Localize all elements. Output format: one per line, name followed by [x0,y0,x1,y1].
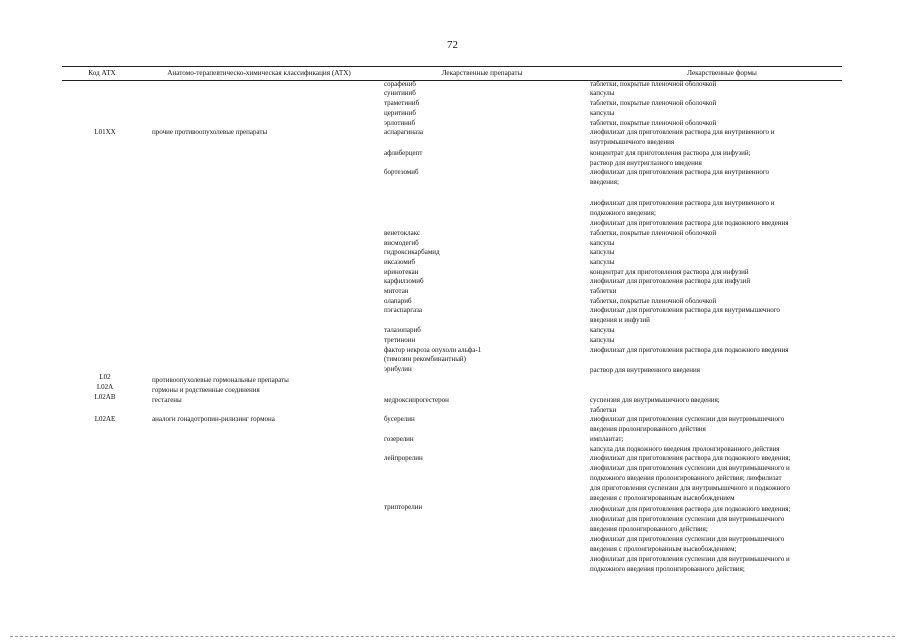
dosage-form: лиофилизат для приготовления суспензии для внутримышечного и [590,555,790,563]
drug-name: бусерелин [384,415,415,423]
dosage-form: лиофилизат для приготовления раствора для внутримышечного [590,306,780,314]
dosage-form: лиофилизат для приготовления раствора для внутривенного и [590,199,775,207]
drug-name: гозерелин [384,435,414,443]
header-forms: Лекарственные формы [687,69,757,77]
drug-name: трипторелин [384,503,423,511]
dosage-form: лиофилизат для приготовления суспензии для внутримышечного [590,415,785,423]
atc-group-name: противоопухолевые гормональные препараты [152,376,289,384]
dosage-form: капсулы [590,248,615,256]
dosage-form: капсулы [590,89,615,97]
dosage-form: таблетки, покрытые пленочной оболочкой [590,297,717,305]
dosage-form: лиофилизат для приготовления раствора для внутривенного [590,168,770,176]
drug-name: эрибулин [384,365,412,373]
dosage-form: лиофилизат для приготовления раствора для инфузий [590,277,751,285]
dosage-form: таблетки, покрытые пленочной оболочкой [590,99,717,107]
drug-name: траметиниб [384,99,420,107]
atc-group-name: гормоны и родственные соединения [152,386,260,394]
dosage-form: подкожного введения пролонгированного действия; [590,565,745,573]
drug-name: талазопариб [384,326,421,334]
drug-name: лейпрорелин [384,454,423,462]
drug-name: эрлотиниб [384,119,416,127]
atc-code: L02 [99,373,111,381]
dosage-form: лиофилизат для приготовления суспензии для внутримышечного и [590,464,790,472]
drug-name: иринотекан [384,268,419,276]
drug-name: сорафениб [384,80,416,88]
drug-name: церитиниб [384,109,416,117]
drug-name: гидроксикарбамид [384,248,440,256]
drug-name: пэгаспаргаза [384,306,423,314]
atc-code: L02AB [94,393,116,401]
drug-name: висмодегиб [384,239,419,247]
dosage-form: таблетки, покрытые пленочной оболочкой [590,229,717,237]
dosage-form: введения с пролонгированным высвобождением [590,494,735,502]
drug-name: медроксипрогестерон [384,396,449,404]
dosage-form: введения с пролонгированным высвобождением; [590,545,737,553]
atc-group-name: гестагены [152,396,182,404]
drug-name: иксазомиб [384,258,416,266]
header-code: Код АТХ [88,69,116,77]
dosage-form: капсулы [590,258,615,266]
dosage-form: таблетки [590,287,617,295]
dosage-form: капсулы [590,326,615,334]
dosage-form: введения и инфузий [590,316,650,324]
drug-name: венетоклакс [384,229,421,237]
dosage-form: концентрат для приготовления раствора для инфузий [590,268,749,276]
dosage-form: для приготовления суспензии для внутримышечного и подкожного [590,484,790,492]
atc-code: L02AE [94,415,116,423]
drug-name: фактор некроза опухоли альфа-1 [384,346,482,354]
atc-code: L01XX [94,128,116,136]
header-classification: Анатомо-терапевтическо-химическая классификация (АТХ) [167,69,351,77]
dosage-form: капсулы [590,239,615,247]
atc-group-name: аналоги гонадотропин-рилизинг гормона [152,415,275,423]
dosage-form: введения пролонгированного действия; [590,525,708,533]
dosage-form: капсулы [590,109,615,117]
drug-name: бортезомиб [384,168,419,176]
dosage-form: лиофилизат для приготовления раствора для подкожного введения; [590,454,791,462]
dosage-form: лиофилизат для приготовления суспензии для внутримышечного [590,515,785,523]
dosage-form: концентрат для приготовления раствора для инфузий; [590,149,751,157]
dosage-form: подкожного введения пролонгированного действия; лиофилизат [590,474,782,482]
page-number: 72 [447,39,458,51]
dosage-form: суспензия для внутримышечного введения; [590,396,720,404]
dosage-form: лиофилизат для приготовления раствора для подкожного введения; [590,505,791,513]
dosage-form: внутримышечного введения [590,138,675,146]
atc-group-name: прочие противоопухолевые препараты [152,128,268,136]
drug-name: третиноин [384,336,416,344]
dosage-form: лиофилизат для приготовления раствора для внутривенного и [590,128,775,136]
dosage-form: подкожного введения; [590,209,656,217]
dosage-form: введения; [590,178,619,186]
drug-name: карфилзомиб [384,277,424,285]
dosage-form: имплантат; [590,435,624,443]
dosage-form: лиофилизат для приготовления раствора для подкожного введения [590,346,789,354]
atc-code: L02A [96,383,114,391]
page-bottom-edge [10,636,895,637]
dosage-form: капсула для подкожного введения пролонгированного действия [590,445,780,453]
dosage-form: таблетки, покрытые пленочной оболочкой [590,119,717,127]
drug-name: митотан [384,287,409,295]
dosage-form: лиофилизат для приготовления суспензии для внутримышечного [590,535,785,543]
drug-name: афлиберцепт [384,149,423,157]
dosage-form: раствор для внутриглазного введения [590,159,702,167]
dosage-form: лиофилизат для приготовления раствора для подкожного введения [590,219,789,227]
drug-name: олапариб [384,297,412,305]
drug-name: сунитиниб [384,89,416,97]
dosage-form: капсулы [590,336,615,344]
header-drugs: Лекарственные препараты [441,69,523,77]
dosage-form: введения пролонгированного действия [590,425,706,433]
drug-name: (тимозин рекомбинантный) [384,355,467,363]
drug-name: аспарагиназа [384,128,424,136]
dosage-form: таблетки [590,406,617,414]
dosage-form: таблетки, покрытые пленочной оболочкой [590,80,717,88]
table-header [62,66,842,81]
dosage-form: раствор для внутривенного введения [590,366,701,374]
